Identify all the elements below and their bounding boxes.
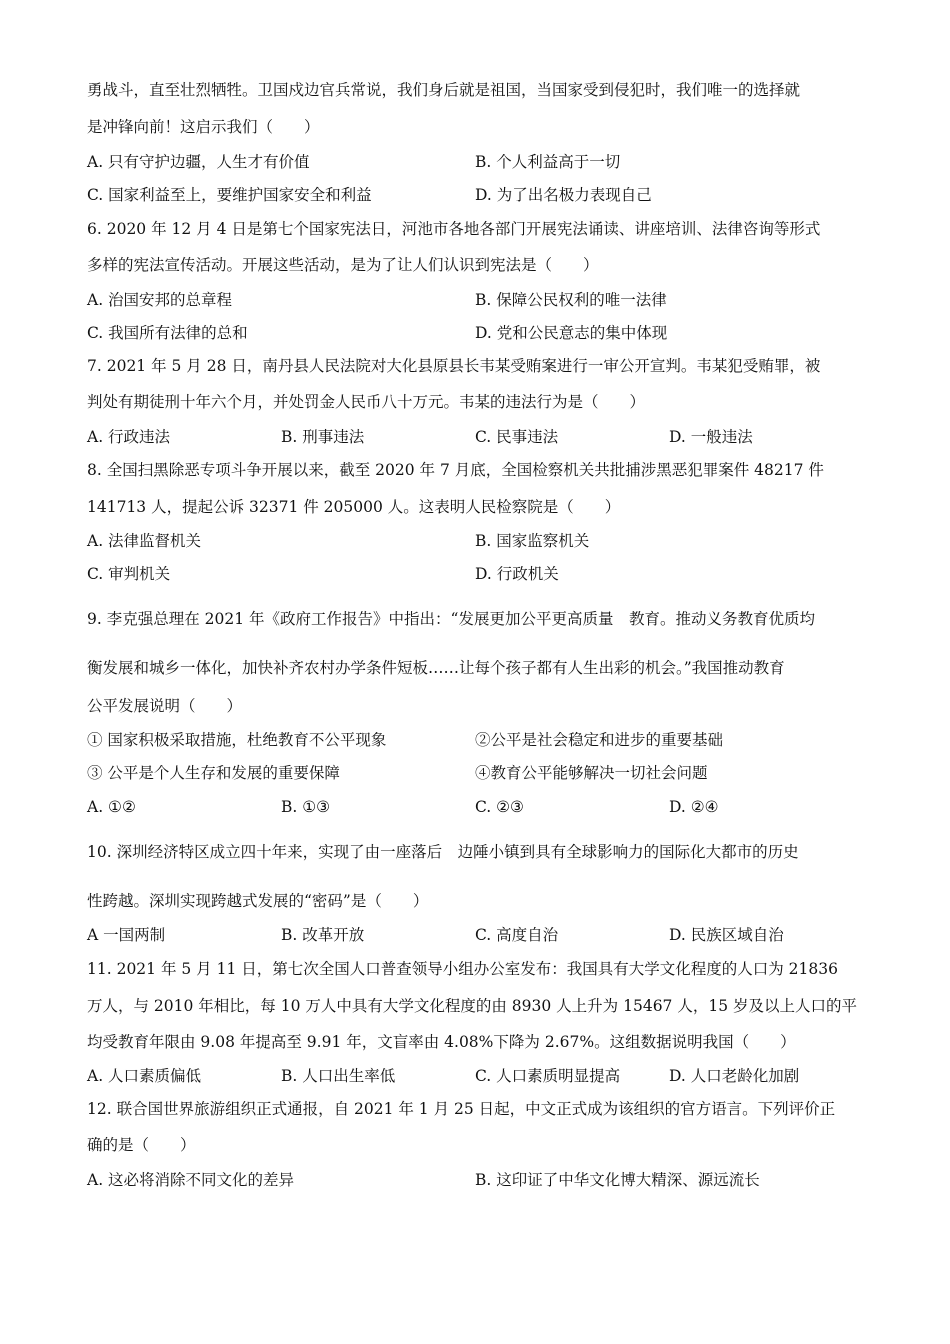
q10-option-c[interactable]: C. 高度自治 (475, 926, 559, 944)
q5-stem-line1: 勇战斗，直至壮烈牺牲。卫国戍边官兵常说，我们身后就是祖国，当国家受到侵犯时，我们唯一的选择就 (87, 81, 801, 99)
q12-stem-line2: 确的是（ ） (87, 1136, 196, 1154)
q9-stem-line2: 衡发展和城乡一体化，加快补齐农村办学条件短板……让每个孩子都有人生出彩的机会。”我国推动教育 (87, 659, 785, 677)
q6-option-a[interactable]: A. 治国安邦的总章程 (87, 291, 233, 309)
q8-option-c[interactable]: C. 审判机关 (87, 565, 171, 583)
q6-option-d[interactable]: D. 党和公民意志的集中体现 (475, 324, 668, 342)
q9-statement-3: ③ 公平是个人生存和发展的重要保障 (87, 764, 340, 782)
q7-stem-line2: 判处有期徒刑十年六个月，并处罚金人民币八十万元。韦某的违法行为是（ ） (87, 393, 646, 411)
q8-option-b[interactable]: B. 国家监察机关 (475, 532, 590, 550)
q9-stem-line1: 9. 李克强总理在 2021 年《政府工作报告》中指出：“发展更加公平更高质量 教育。推动义务教育优质均 (87, 610, 815, 628)
q8-option-d[interactable]: D. 行政机关 (475, 565, 559, 583)
q10-option-a[interactable]: A 一国两制 (87, 926, 166, 944)
q10-option-d[interactable]: D. 民族区域自治 (669, 926, 784, 944)
q5-option-c[interactable]: C. 国家利益至上，要维护国家安全和利益 (87, 186, 372, 204)
q7-option-b[interactable]: B. 刑事违法 (281, 428, 365, 446)
q7-option-a[interactable]: A. 行政违法 (87, 428, 171, 446)
q5-option-d[interactable]: D. 为了出名极力表现自己 (475, 186, 652, 204)
q7-stem-line1: 7. 2021 年 5 月 28 日，南丹县人民法院对大化县原县长韦某受贿案进行一审公开宣判。韦某犯受贿罪，被 (87, 357, 821, 375)
q11-option-a[interactable]: A. 人口素质偏低 (87, 1067, 202, 1085)
q6-option-b[interactable]: B. 保障公民权利的唯一法律 (475, 291, 667, 309)
q9-statement-2: ②公平是社会稳定和进步的重要基础 (475, 731, 724, 749)
q12-option-a[interactable]: A. 这必将消除不同文化的差异 (87, 1171, 295, 1189)
q11-option-d[interactable]: D. 人口老龄化加剧 (669, 1067, 800, 1085)
q8-stem-line2: 141713 人，提起公诉 32371 件 205000 人。这表明人民检察院是（ ） (87, 498, 621, 516)
q11-stem-line1: 11. 2021 年 5 月 11 日，第七次全国人口普查领导小组办公室发布：我国具有大学文化程度的人口为 21836 (87, 960, 838, 978)
q9-statement-4: ④教育公平能够解决一切社会问题 (475, 764, 708, 782)
q9-stem-line3: 公平发展说明（ ） (87, 697, 243, 715)
q9-option-b[interactable]: B. ①③ (281, 798, 331, 816)
q7-option-d[interactable]: D. 一般违法 (669, 428, 753, 446)
q6-stem-line2: 多样的宪法宣传活动。开展这些活动，是为了让人们认识到宪法是（ ） (87, 256, 599, 274)
q9-option-c[interactable]: C. ②③ (475, 798, 524, 816)
q6-stem-line1: 6. 2020 年 12 月 4 日是第七个国家宪法日，河池市各地各部门开展宪法诵读、讲座培训、法律咨询等形式 (87, 220, 821, 238)
q6-option-c[interactable]: C. 我国所有法律的总和 (87, 324, 248, 342)
q9-statement-1: ① 国家积极采取措施，杜绝教育不公平现象 (87, 731, 387, 749)
q5-stem-line2: 是冲锋向前！这启示我们（ ） (87, 118, 320, 136)
q11-stem-line3: 均受教育年限由 9.08 年提高至 9.91 年，文盲率由 4.08%下降为 2.67%。这组数据说明我国（ ） (87, 1033, 796, 1051)
q8-option-a[interactable]: A. 法律监督机关 (87, 532, 202, 550)
q8-stem-line1: 8. 全国扫黑除恶专项斗争开展以来，截至 2020 年 7 月底，全国检察机关共批捕涉黑恶犯罪案件 48217 件 (87, 461, 824, 479)
q12-stem-line1: 12. 联合国世界旅游组织正式通报，自 2021 年 1 月 25 日起，中文正式成为该组织的官方语言。下列评价正 (87, 1100, 836, 1118)
q5-option-a[interactable]: A. 只有守护边疆，人生才有价值 (87, 153, 310, 171)
q12-option-b[interactable]: B. 这印证了中华文化博大精深、源远流长 (475, 1171, 760, 1189)
q11-option-c[interactable]: C. 人口素质明显提高 (475, 1067, 621, 1085)
q5-option-b[interactable]: B. 个人利益高于一切 (475, 153, 621, 171)
q9-option-a[interactable]: A. ①② (87, 798, 136, 816)
q11-option-b[interactable]: B. 人口出生率低 (281, 1067, 396, 1085)
q7-option-c[interactable]: C. 民事违法 (475, 428, 559, 446)
q10-option-b[interactable]: B. 改革开放 (281, 926, 365, 944)
q9-option-d[interactable]: D. ②④ (669, 798, 719, 816)
q11-stem-line2: 万人，与 2010 年相比，每 10 万人中具有大学文化程度的由 8930 人上升为 15467 人，15 岁及以上人口的平 (87, 997, 857, 1015)
q10-stem-line2: 性跨越。深圳实现跨越式发展的“密码”是（ ） (87, 892, 429, 910)
q10-stem-line1: 10. 深圳经济特区成立四十年来，实现了由一座落后 边陲小镇到具有全球影响力的国际化大都市的历史 (87, 843, 799, 861)
